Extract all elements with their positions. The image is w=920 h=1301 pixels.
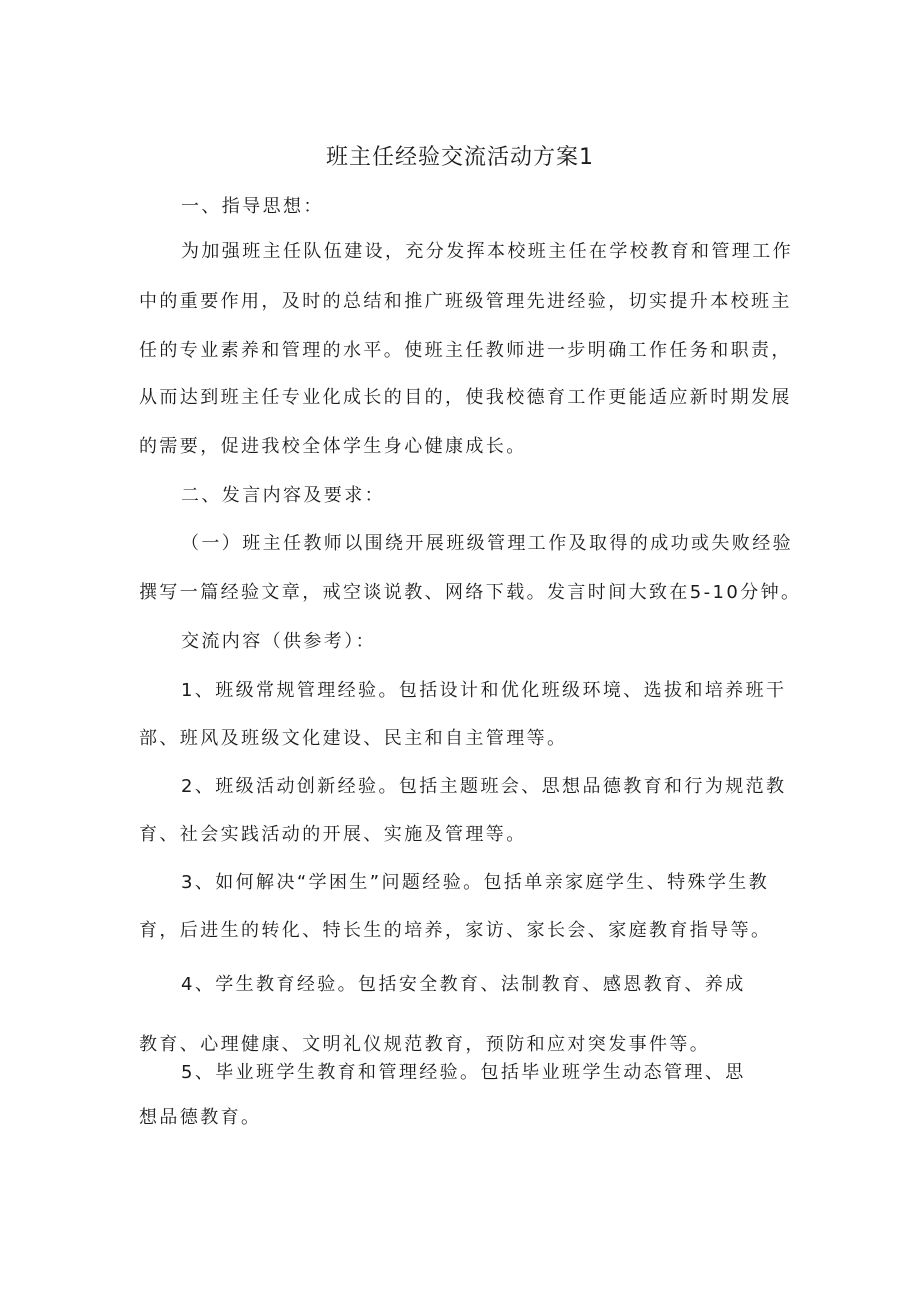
- paragraph-line: 的需要，促进我校全体学生身心健康成长。: [139, 436, 527, 457]
- list-item-line: 教育、心理健康、文明礼仪规范教育，预防和应对突发事件等。: [139, 1034, 711, 1055]
- document-title: 班主任经验交流活动方案1: [326, 145, 594, 170]
- list-item-line: 想品德教育。: [139, 1107, 262, 1128]
- list-item-line: 育、社会实践活动的开展、实施及管理等。: [139, 824, 527, 845]
- heading-exchange-content: 交流内容（供参考）：: [181, 631, 376, 652]
- heading-speech-content: 二、发言内容及要求：: [181, 485, 385, 506]
- list-item-line: 育，后进生的转化、特长生的培养，家访、家长会、家庭教育指导等。: [139, 920, 772, 941]
- list-item-line: 2、班级活动创新经验。包括主题班会、思想品德教育和行为规范教: [181, 776, 787, 797]
- list-item-line: 1、班级常规管理经验。包括设计和优化班级环境、选拔和培养班干: [181, 680, 787, 701]
- heading-guiding-ideology: 一、指导思想：: [181, 196, 324, 217]
- list-item-line: 4、学生教育经验。包括安全教育、法制教育、感恩教育、养成: [181, 974, 746, 995]
- paragraph-line: 从而达到班主任专业化成长的目的，使我校德育工作更能适应新时期发展: [139, 387, 792, 408]
- paragraph-line: 撰写一篇经验文章，戒空谈说教、网络下载。发言时间大致在5-10分钟。: [139, 582, 802, 603]
- list-item-line: 部、班风及班级文化建设、民主和自主管理等。: [139, 728, 568, 749]
- paragraph-line: 任的专业素养和管理的水平。使班主任教师进一步明确工作任务和职责，: [139, 340, 792, 361]
- paragraph-line: （一）班主任教师以围绕开展班级管理工作及取得的成功或失败经验: [181, 533, 793, 554]
- list-item-line: 3、如何解决“学困生”问题经验。包括单亲家庭学生、特殊学生教: [181, 872, 770, 893]
- list-item-line: 5、毕业班学生教育和管理经验。包括毕业班学生动态管理、思: [181, 1062, 746, 1083]
- paragraph-line: 中的重要作用，及时的总结和推广班级管理先进经验，切实提升本校班主: [139, 291, 792, 312]
- paragraph-line: 为加强班主任队伍建设，充分发挥本校班主任在学校教育和管理工作: [181, 241, 793, 262]
